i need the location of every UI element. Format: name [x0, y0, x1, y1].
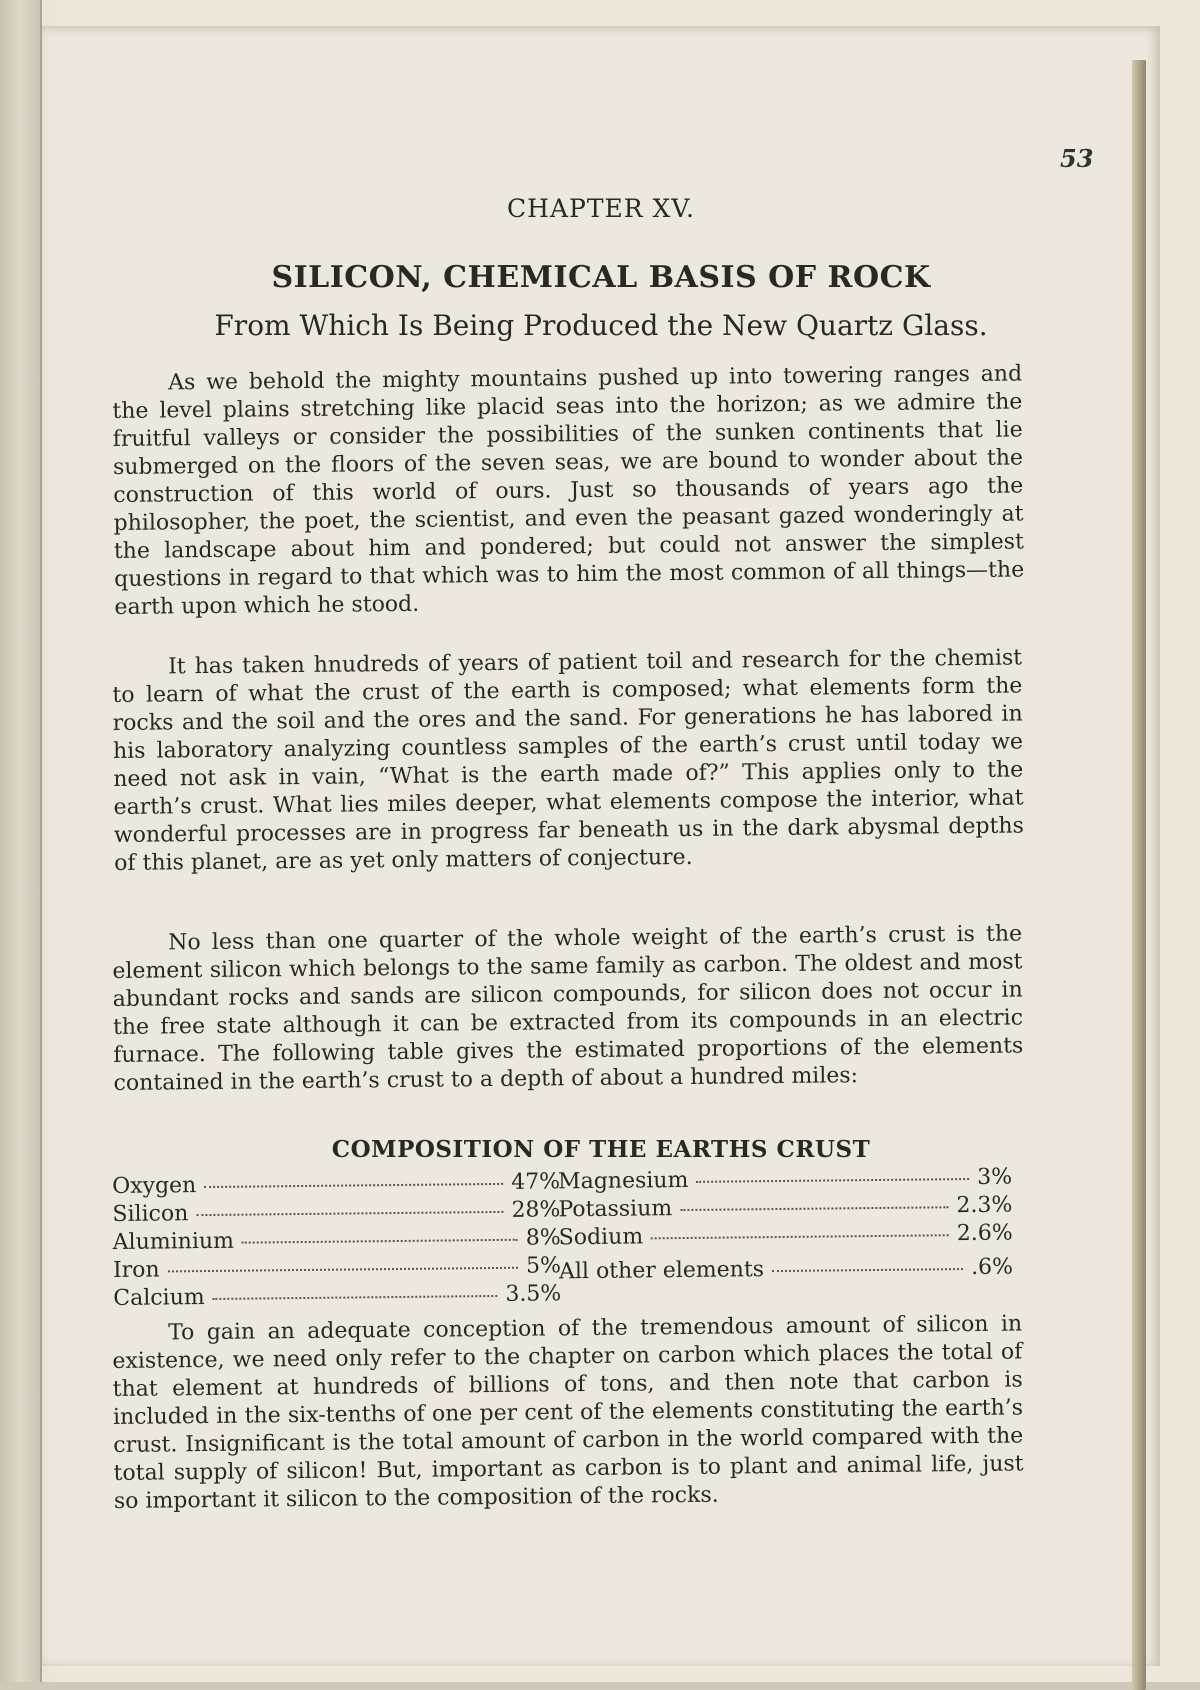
element-name: Iron	[112, 1257, 160, 1283]
element-name: All other elements	[558, 1257, 765, 1285]
table-row	[113, 1281, 561, 1314]
composition-table	[112, 1164, 1034, 1324]
element-percent: 2.6%	[956, 1220, 1013, 1247]
page-number: 53	[1060, 144, 1094, 173]
book-page	[42, 26, 1160, 1666]
leader-dots	[696, 1178, 969, 1183]
element-name: Calcium	[113, 1285, 205, 1311]
element-percent: 3.5%	[505, 1281, 562, 1307]
paragraph-3	[112, 920, 1024, 1098]
paragraph-text: No less than one quarter of the whole weight of the earth’s crust is the element silicon which belongs to the same family as carbon. The oldest and most abundant rocks and sands are silicon compounds, for silicon does not occur in the free state although it can be extracted from its compounds in an electric furnace. The following table gives the estimated proportions of the elements contained in the earth’s crust to a depth of about a hundred miles:	[112, 921, 1024, 1096]
table-title: COMPOSITION OF THE EARTHS CRUST	[331, 1136, 871, 1163]
paragraph-1	[112, 360, 1025, 622]
element-percent: 28%	[511, 1197, 561, 1223]
table-column-right	[558, 1165, 1013, 1288]
element-percent: .6%	[970, 1254, 1014, 1281]
page-subtitle: From Which Is Being Produced the New Quartz Glass.	[214, 309, 988, 342]
paragraph-4	[112, 1310, 1024, 1516]
leader-dots	[651, 1234, 949, 1239]
element-name: Oxygen	[112, 1173, 197, 1199]
paragraph-text: It has taken hnudreds of years of patient toil and research for the chemist to learn of what the crust of the earth is composed; what elements form the rocks and the soil and the ores and the sand. For generations he has labored in his laboratory analyzing countless samples of the earth’s crust until today we need not ask in vain, “What is the earth made of?” This applies only to the earth’s crust. What lies miles deeper, what elements compose the interior, what wonderful processes are in progress far beneath us in the dark abysmal depths of this planet, are as yet only matters of conjecture.	[112, 645, 1024, 876]
element-percent: 3%	[977, 1164, 1013, 1190]
leader-dots	[680, 1206, 948, 1211]
element-percent: 47%	[511, 1169, 561, 1195]
table-row	[559, 1221, 1013, 1260]
table-column-left	[112, 1169, 561, 1314]
element-name: Sodium	[558, 1224, 644, 1251]
left-page-edge	[0, 0, 42, 1682]
page-stack-edge	[1132, 60, 1146, 1690]
leader-dots	[204, 1183, 503, 1188]
element-percent: 8%	[525, 1225, 561, 1251]
page-title: SILICON, CHEMICAL BASIS OF ROCK	[271, 260, 931, 295]
leader-dots	[168, 1267, 518, 1273]
paragraph-2	[112, 644, 1024, 878]
element-percent: 5%	[525, 1253, 562, 1279]
element-name: Silicon	[112, 1201, 189, 1227]
element-name: Aluminium	[112, 1228, 235, 1255]
leader-dots	[213, 1295, 498, 1300]
leader-dots	[242, 1239, 518, 1244]
element-name: Potassium	[558, 1196, 673, 1223]
table-row	[559, 1255, 1013, 1288]
element-name: Magnesium	[557, 1167, 689, 1195]
paragraph-text: As we behold the mighty mountains pushed up into towering ranges and the level plains stretching like placid seas into the horizon; as we admire the fruitful valleys or consider the possibilities of the sunken continents that lie submerged on the floors of the seven seas, we are bound to wonder about the construction of this world of ours. Just so thousands of years ago the philosopher, the poet, the scientist, and even the peasant gazed wonderingly at the landscape about him and pondered; but could not answer the simplest questions in regard to that which was to him the most common of all things—the earth upon which he stood.	[112, 361, 1025, 620]
leader-dots	[196, 1211, 503, 1216]
chapter-heading: CHAPTER XV.	[507, 194, 695, 223]
leader-dots	[772, 1268, 963, 1272]
paragraph-text: To gain an adequate conception of the tremendous amount of silicon in existence, we need only refer to the chapter on carbon which places the total of that element at hundreds of billions of tons, and then note that carbon is included in the six-tenths of one per cent of the elements constituting the earth’s crust. Insignificant is the total amount of carbon in the world compared with the total supply of silicon! But, important as carbon is to plant and animal life, just so important it silicon to the composition of the rocks.	[112, 1311, 1024, 1514]
element-percent: 2.3%	[956, 1192, 1013, 1219]
